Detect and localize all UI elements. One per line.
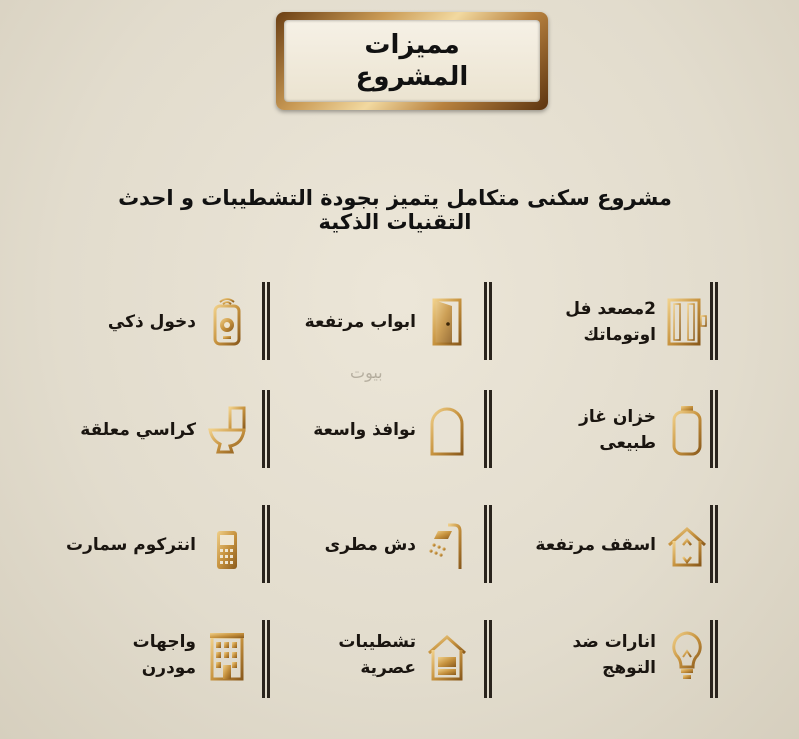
house-interior-icon: [426, 627, 468, 683]
title-panel: [284, 20, 540, 102]
feature-label: انتركوم سمارت: [65, 535, 196, 555]
divider: [484, 390, 492, 468]
feature-ceilings: [478, 505, 708, 585]
elevator-icon: [666, 294, 708, 350]
feature-label: نوافذ واسعة: [313, 420, 416, 440]
feature-doors: [238, 282, 468, 362]
feature-shower: [238, 505, 468, 585]
feature-label: دش مطرى: [324, 535, 416, 555]
feature-gas: [478, 390, 708, 470]
feature-windows: [238, 390, 468, 470]
feature-label: تشطيبات عصرية: [338, 632, 416, 678]
feature-label: كراسي معلقة: [80, 420, 196, 440]
high-ceiling-icon: [666, 517, 708, 573]
shower-icon: [426, 517, 468, 573]
divider: [484, 620, 492, 698]
divider: [484, 282, 492, 360]
feature-label: خزان غاز طبيعى: [579, 407, 656, 453]
title-line-2: المشروع: [355, 62, 469, 92]
feature-label: 2مصعد فل اوتوماتك: [565, 299, 656, 345]
toilet-icon: [206, 402, 248, 458]
divider: [484, 505, 492, 583]
feature-finishing: [238, 615, 468, 695]
window-icon: [426, 402, 468, 458]
feature-smart-entry: [18, 282, 248, 362]
feature-label: انارات ضد التوهج: [572, 632, 656, 678]
title-frame: [276, 12, 548, 110]
smart-lock-icon: [206, 294, 248, 350]
project-subtitle: مشروع سكنى متكامل يتميز بجودة التشطيبات و احدث التقنيات الذكية: [118, 186, 672, 234]
divider: [262, 620, 270, 698]
feature-facades: [18, 615, 248, 695]
feature-label: دخول ذكي: [107, 312, 196, 332]
divider: [262, 390, 270, 468]
building-icon: [206, 627, 248, 683]
feature-label: واجهات مودرن: [132, 632, 196, 678]
gas-tank-icon: [666, 402, 708, 458]
feature-intercom: [18, 505, 248, 585]
door-icon: [426, 294, 468, 350]
feature-label: اسقف مرتفعة: [535, 535, 656, 555]
feature-elevator: [478, 282, 708, 362]
divider: [262, 282, 270, 360]
intercom-icon: [206, 517, 248, 573]
divider: [710, 505, 718, 583]
divider: [710, 390, 718, 468]
feature-toilets: [18, 390, 248, 470]
divider: [710, 282, 718, 360]
title-line-1: مميزات: [364, 30, 460, 60]
feature-label: ابواب مرتفعة: [304, 312, 416, 332]
light-bulb-icon: [666, 627, 708, 683]
watermark: بيوت: [350, 363, 383, 382]
divider: [262, 505, 270, 583]
feature-lighting: [478, 615, 708, 695]
divider: [710, 620, 718, 698]
